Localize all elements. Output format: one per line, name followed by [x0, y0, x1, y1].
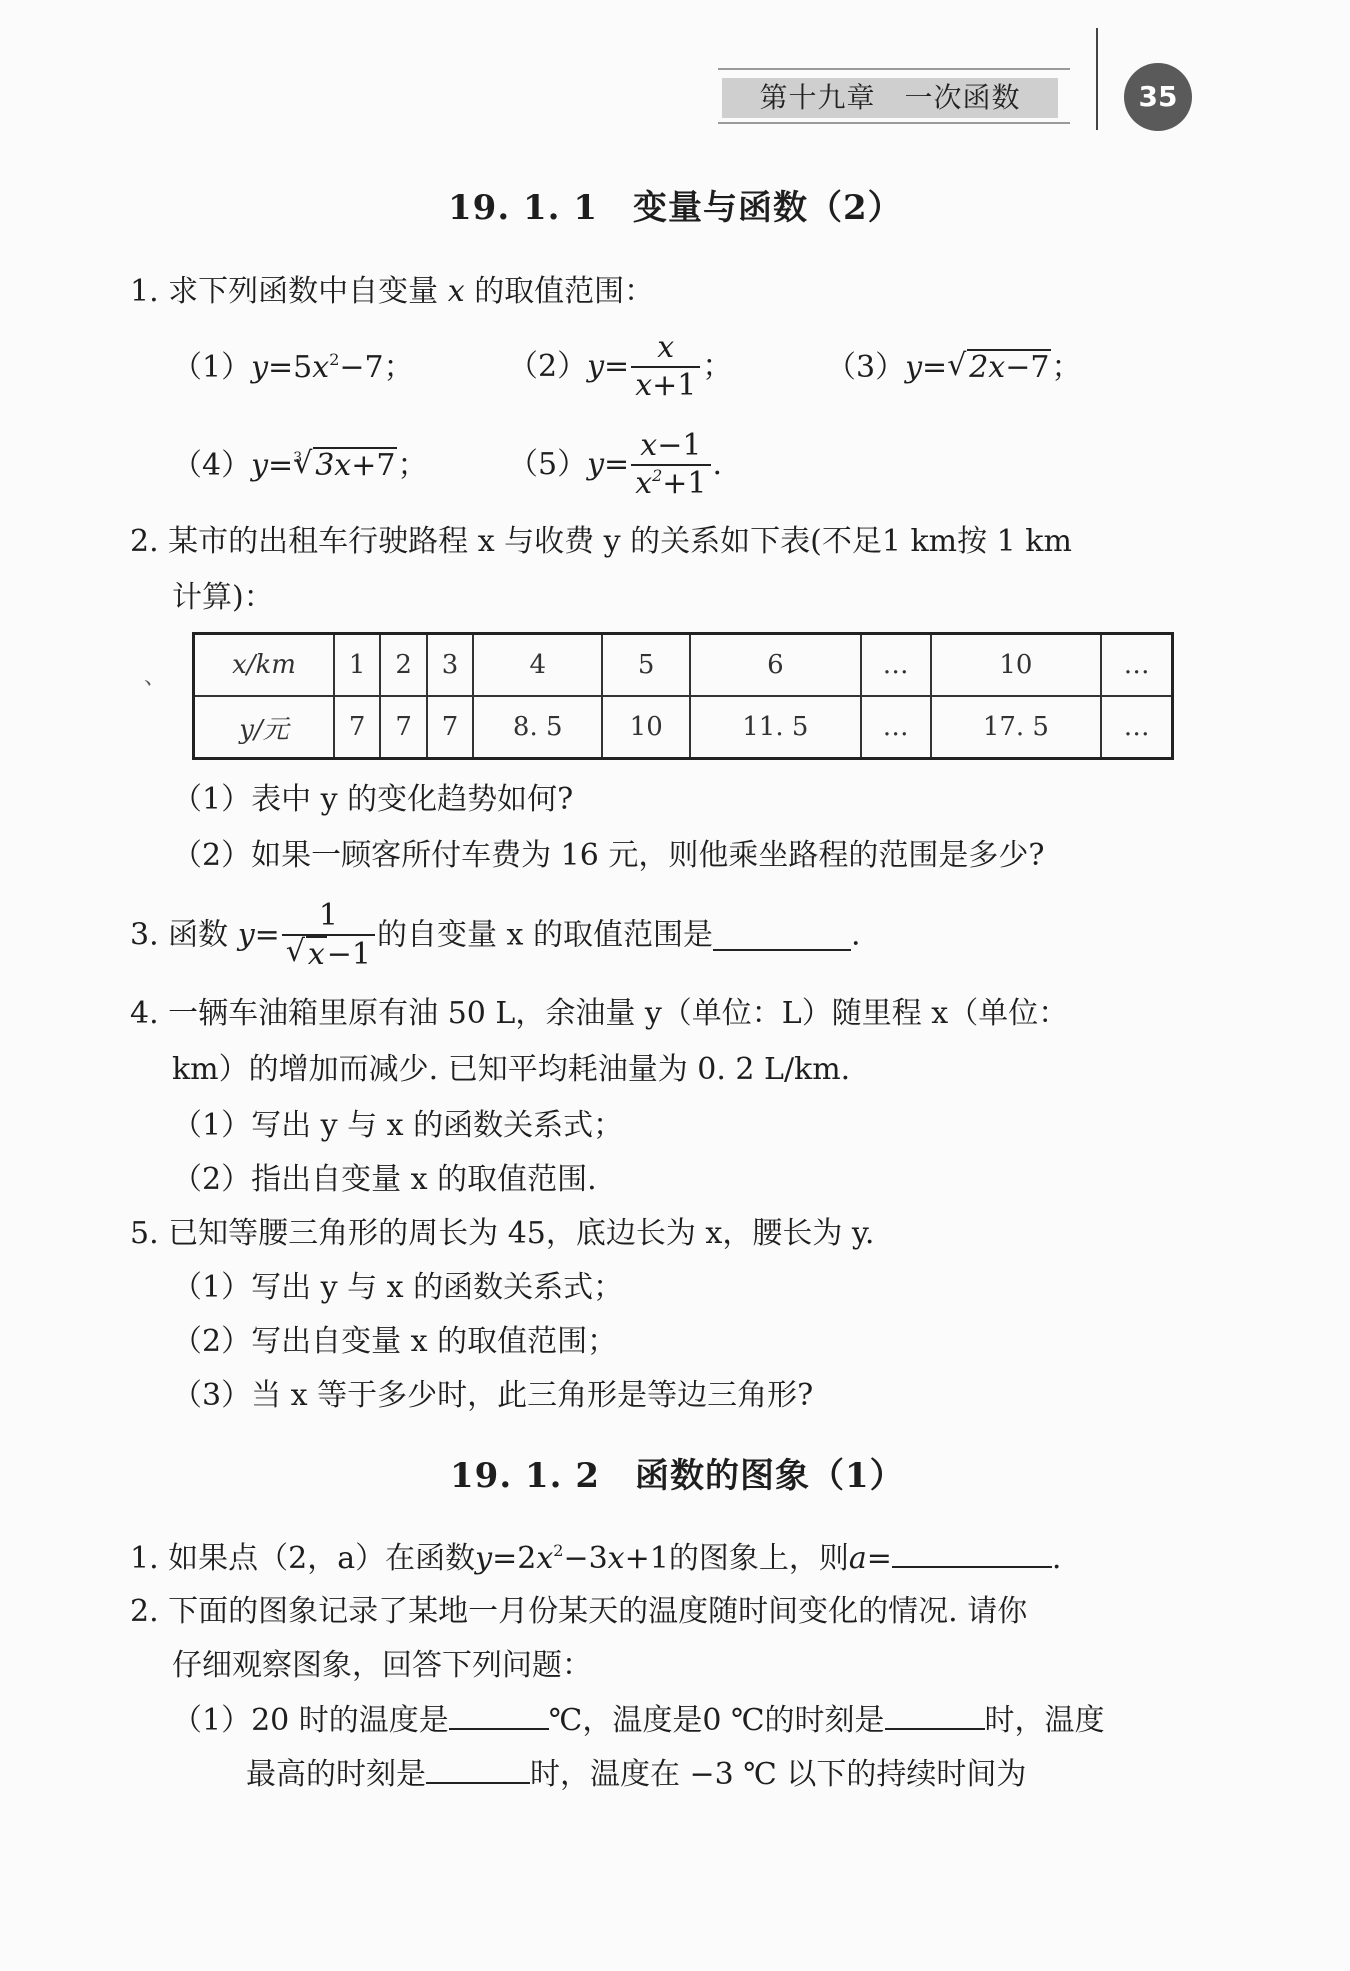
s2-q1-end: . — [1051, 1541, 1062, 1576]
q4-line2: km）的增加而减少. 已知平均耗油量为 0. 2 L/km. — [172, 1052, 851, 1087]
s2-q2-sub1-text-b: ℃，温度是0 ℃的时刻是 — [548, 1703, 885, 1738]
q1-part5: （5）y= $\frac{x-1}{x^2+1}$ . — [508, 428, 723, 501]
table-cell: 3 — [427, 634, 473, 697]
q1-part2-label: （2） — [508, 349, 588, 384]
q4-sub2: （2）指出自变量 x 的取值范围. — [172, 1162, 597, 1197]
answer-blank[interactable] — [449, 1700, 549, 1730]
table-cell: 2 — [380, 634, 426, 697]
q1-part1: $(1)y=5x^2-7$； — [172, 350, 414, 385]
q3: 3. 函数 y= 1 √ x−1 的自变量 x 的取值范围是 . — [130, 898, 861, 973]
table-cell: 17. 5 — [931, 696, 1102, 759]
answer-blank[interactable] — [426, 1754, 530, 1784]
table-cell: 7 — [380, 696, 426, 759]
q1-part1-label: （1） — [172, 350, 252, 385]
q1-part2: （2）y= $\frac{x}{x+1}$ ； — [508, 330, 733, 403]
s2-q2-sub1-text-a: （1）20 时的温度是 — [172, 1703, 449, 1738]
q5-sub1: （1）写出 y 与 x 的函数关系式； — [172, 1270, 624, 1305]
table-row — [194, 634, 1173, 697]
q1-stem — [130, 272, 654, 312]
table-cell: … — [861, 634, 931, 697]
table-cell: 8. 5 — [473, 696, 602, 759]
q4-sub1: （1）写出 y 与 x 的函数关系式； — [172, 1108, 624, 1143]
q1-part4-label: （4） — [172, 448, 252, 483]
q1-stem-var: x — [447, 274, 465, 309]
table-cell: 10 — [931, 634, 1102, 697]
q3-answer-blank[interactable] — [713, 921, 851, 951]
q2-line1: 2. 某市的出租车行驶路程 x 与收费 y 的关系如下表(不足1 km按 1 km — [130, 524, 1072, 559]
section-title-2: 19. 1. 2 函数的图象（1） — [450, 1456, 905, 1496]
stray-mark: 、 — [144, 665, 167, 690]
header-divider — [1096, 28, 1098, 130]
s2-q1-answer-blank[interactable] — [892, 1538, 1052, 1568]
table-cell: 10 — [602, 696, 690, 759]
q1-part3: （3）y=√ 2x−7； — [826, 348, 1081, 388]
table-cell: … — [1101, 696, 1172, 759]
q1-part3-label: （3） — [826, 350, 906, 385]
q3-suffix: 的自变量 x 的取值范围是 — [376, 917, 713, 953]
s2-q2-sub1 — [172, 1700, 1105, 1741]
table-cell: … — [861, 696, 931, 759]
answer-blank[interactable] — [885, 1700, 985, 1730]
table-cell: 4 — [473, 634, 602, 697]
table-row — [194, 696, 1173, 759]
q1-stem-text: 1. 求下列函数中自变量 — [130, 274, 439, 309]
s2-q1-mid: 的图象上，则 — [668, 1541, 849, 1576]
fare-table — [192, 632, 1174, 760]
q3-prefix: 3. 函数 — [130, 917, 229, 953]
s2-q1-prefix: 1. 如果点（2，a）在函数 — [130, 1541, 476, 1576]
q4-line1: 4. 一辆车油箱里原有油 50 L，余油量 y（单位：L）随里程 x（单位： — [130, 996, 1069, 1031]
q5-sub2: （2）写出自变量 x 的取值范围； — [172, 1324, 618, 1359]
table-row-header: y/元 — [194, 696, 335, 759]
table-row-header: x/km — [194, 634, 335, 697]
q1-part5-label: （5） — [508, 447, 588, 482]
table-cell: 1 — [334, 634, 380, 697]
s2-q2-line2: 仔细观察图象，回答下列问题： — [172, 1648, 592, 1683]
table-cell: 7 — [334, 696, 380, 759]
s2-q2-sub1-line2-b: 时，温度在 −3 ℃ 以下的持续时间为 — [530, 1757, 1027, 1792]
section-title-1: 19. 1. 1 变量与函数（2） — [448, 188, 903, 228]
s2-q2-sub1-line2 — [246, 1754, 1026, 1795]
q1-stem-tail: 的取值范围： — [474, 274, 655, 309]
table-cell: 6 — [690, 634, 861, 697]
table-cell: 7 — [427, 696, 473, 759]
header-rule-bottom — [718, 122, 1070, 124]
q2-sub1: （1）表中 y 的变化趋势如何? — [172, 782, 574, 817]
q2-line2: 计算)： — [172, 580, 274, 615]
s2-q2-sub1-text-c: 时，温度 — [984, 1703, 1105, 1738]
q5-sub3: （3）当 x 等于多少时，此三角形是等边三角形? — [172, 1378, 814, 1413]
s2-q1: 1. 如果点（2，a）在函数$y=2x^2-3x+1$的图象上，则a= . — [130, 1538, 1061, 1579]
chapter-title: 第十九章 一次函数 — [722, 78, 1058, 118]
table-cell: … — [1101, 634, 1172, 697]
s2-q2-line1: 2. 下面的图象记录了某地一月份某天的温度随时间变化的情况. 请你 — [130, 1594, 1028, 1629]
page-number: 35 — [1124, 63, 1192, 131]
header-rule-top — [718, 68, 1070, 70]
s2-q2-sub1-line2-a: 最高的时刻是 — [246, 1757, 426, 1792]
table-cell: 11. 5 — [690, 696, 861, 759]
q1-part4: （4）y= √ 3 3x+7； — [172, 446, 427, 486]
q2-sub2: （2）如果一顾客所付车费为 16 元，则他乘坐路程的范围是多少? — [172, 838, 1045, 873]
q3-end: . — [850, 917, 861, 953]
q5-line1: 5. 已知等腰三角形的周长为 45，底边长为 x，腰长为 y. — [130, 1216, 875, 1251]
table-cell: 5 — [602, 634, 690, 697]
